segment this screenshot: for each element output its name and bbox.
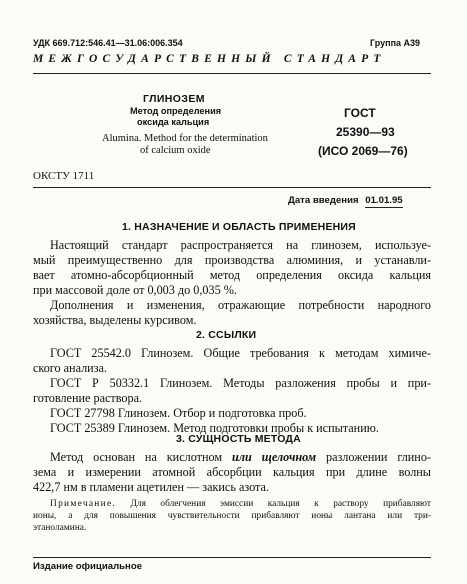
note-line-3: этаноламина. (33, 523, 87, 533)
group-code: Группа А39 (370, 38, 421, 48)
s1-line-4: при массовой доле от 0,003 до 0,035 %. (33, 283, 237, 297)
gost-number: 25390—93 (336, 125, 395, 139)
footer-rule (33, 557, 431, 558)
s2-line-6: ГОСТ 25389 Глинозем. Метод подготовки пробы к испытанию. (50, 421, 379, 435)
s1-line-6: хозяйства, выделены курсивом. (33, 313, 197, 327)
s1-line-3: вает атомно-абсорбционный метод определения оксида кальция (33, 268, 431, 282)
note-label: Примечание. (50, 499, 117, 509)
iso-number: (ИСО 2069—76) (318, 144, 408, 158)
s1-line-5: Дополнения и изменения, отражающие потребности народного (50, 298, 431, 312)
s1-line-1: Настоящий стандарт распространяется на глинозем, используе- (50, 238, 431, 252)
note-line-2: ионы, а для повышения чувствительности прибавляют ионы лантана или три- (33, 511, 431, 521)
note-line-1 (50, 498, 431, 510)
title-main: ГЛИНОЗЕМ (143, 93, 205, 105)
s2-line-3: ГОСТ Р 50332.1 Глинозем. Методы разложения пробы и при- (50, 376, 431, 390)
standard-banner: МЕЖГОСУДАРСТВЕННЫЙ СТАНДАРТ (33, 53, 386, 65)
section-1-title: 1. НАЗНАЧЕНИЕ И ОБЛАСТЬ ПРИМЕНЕНИЯ (122, 221, 356, 233)
s2-line-5: ГОСТ 27798 Глинозем. Отбор и подготовка проб. (50, 406, 307, 420)
header-rule (33, 73, 431, 74)
s2-line-4: готовление раствора. (33, 391, 143, 405)
s3-line-1-end: разложении глино- (316, 450, 431, 464)
s3-line-1-start: Метод основан на кислотном (50, 450, 232, 464)
s3-line-3: 422,7 нм в пламени ацетилен — закись азота. (33, 480, 269, 494)
note-text-1: Для облегчения эмиссии кальция к раствору прибавляют (116, 499, 431, 509)
s2-line-1: ГОСТ 25542.0 Глинозем. Общие требования к методам химиче- (50, 346, 431, 360)
title-english-1: Alumina. Method for the determination (102, 133, 268, 144)
s2-line-2: ского анализа. (33, 361, 107, 375)
s3-line-2: зема и измерении атомной абсорбции кальция при длине волны (33, 465, 431, 479)
s3-line-1-italic: или щелочном (231, 450, 317, 464)
section-3-title: 3. СУЩНОСТЬ МЕТОДА (176, 433, 301, 445)
s3-line-1 (50, 450, 431, 465)
udk-code: УДК 669.712:546.41—31.06:006.354 (33, 38, 183, 48)
s1-line-2: мый преимущественно для производства алюминия, и устанавли- (33, 253, 431, 267)
okstu-code: ОКСТУ 1711 (33, 170, 95, 182)
intro-date (288, 195, 403, 206)
title-sub-2: оксида кальция (137, 117, 210, 127)
section-2-title: 2. ССЫЛКИ (196, 329, 257, 341)
title-sub-1: Метод определения (130, 106, 222, 116)
intro-date-label: Дата введения (288, 195, 359, 206)
edition-note: Издание официальное (33, 561, 143, 572)
title-english-2: of calcium oxide (140, 145, 211, 156)
gost-label: ГОСТ (344, 106, 376, 120)
intro-date-value: 01.01.95 (365, 195, 403, 206)
okstu-rule (33, 187, 431, 188)
